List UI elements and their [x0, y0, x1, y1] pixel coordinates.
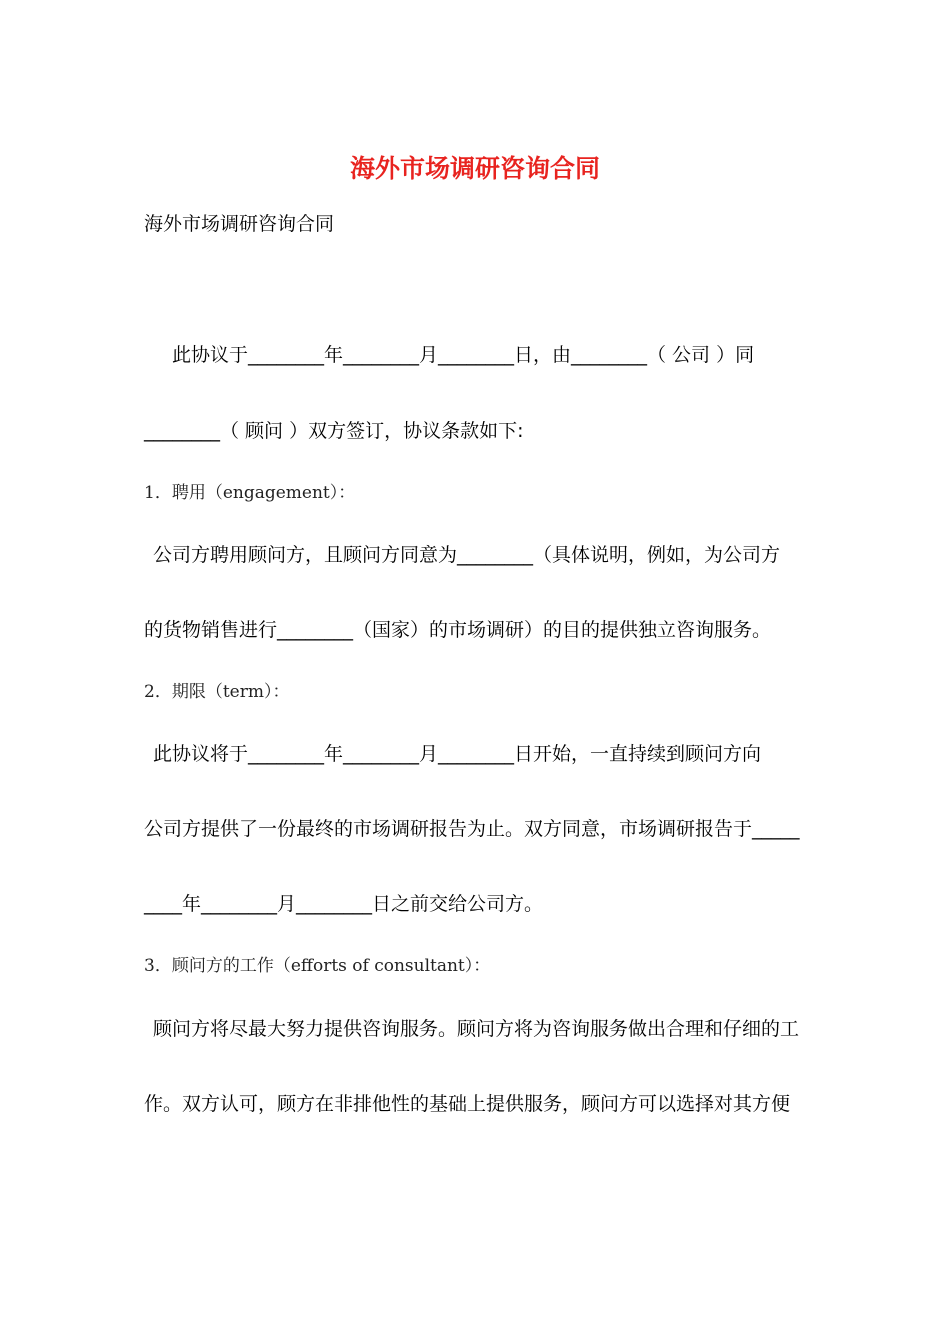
paragraph-line: 作。双方认可，顾方在非排他性的基础上提供服务，顾问方可以选择对其方便 — [144, 1093, 791, 1115]
section-heading-term: 2．期限（term）： — [144, 682, 290, 702]
document-title: 海外市场调研咨询合同 — [349, 154, 600, 183]
document-subtitle: 海外市场调研咨询合同 — [144, 213, 335, 235]
section-heading-efforts: 3．顾问方的工作（efforts of consultant）： — [144, 956, 491, 976]
section-heading-engagement: 1．聘用（engagement）： — [144, 483, 356, 503]
paragraph-line: ____年________月________日之前交给公司方。 — [144, 893, 544, 915]
paragraph-line: 此协议于________年________月________日，由________（ 公司 ）同 — [172, 344, 755, 366]
paragraph-line: 公司方聘用顾问方，且顾问方同意为________（具体说明，例如，为公司方 — [153, 544, 781, 566]
paragraph-line: ________（ 顾问 ）双方签订，协议条款如下: — [144, 420, 524, 442]
paragraph-line: 顾问方将尽最大努力提供咨询服务。顾问方将为咨询服务做出合理和仔细的工 — [153, 1018, 800, 1040]
paragraph-line: 的货物销售进行________（国家）的市场调研）的目的提供独立咨询服务。 — [144, 619, 772, 641]
paragraph-line: 公司方提供了一份最终的市场调研报告为止。双方同意，市场调研报告于_____ — [144, 818, 800, 840]
paragraph-line: 此协议将于________年________月________日开始，一直持续到顾问方向 — [153, 743, 762, 765]
